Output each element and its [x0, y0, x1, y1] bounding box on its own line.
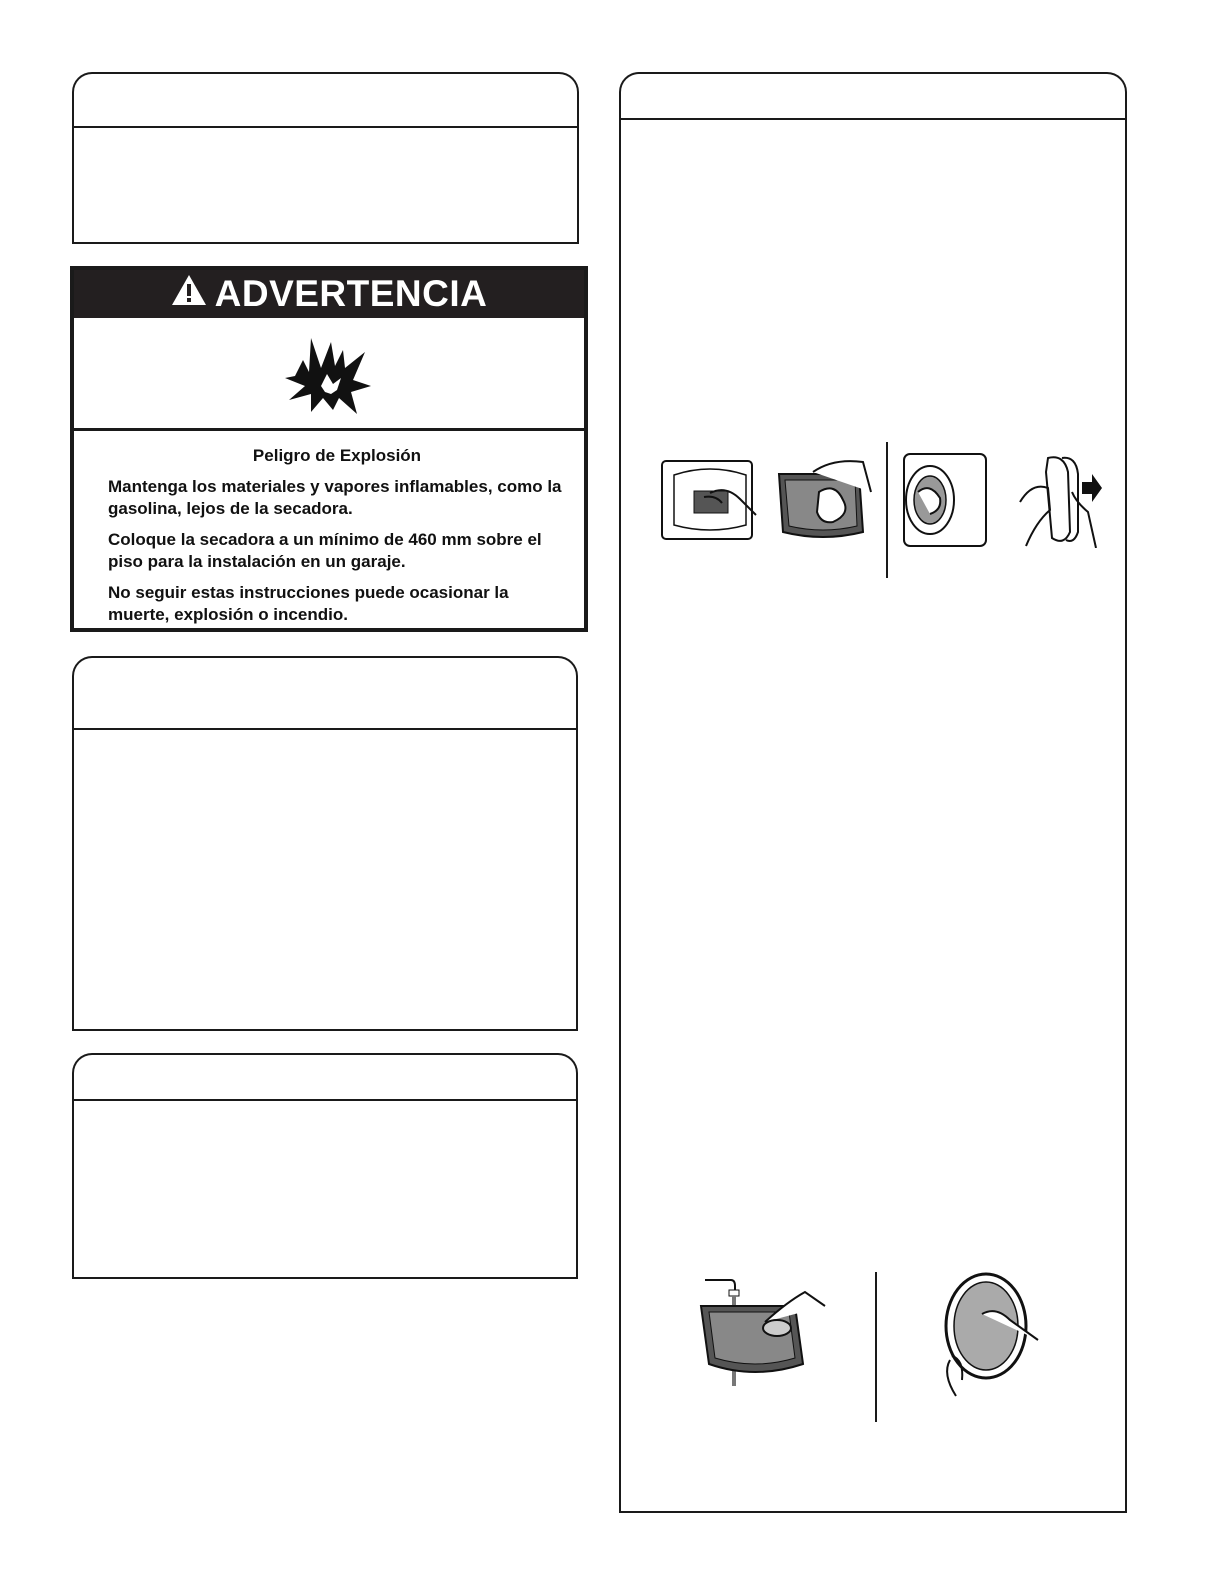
warning-triangle-icon — [171, 273, 207, 315]
lint-screen-removal-illustration — [660, 455, 760, 550]
drum-filter-illustration — [900, 452, 990, 553]
warning-line-2: Coloque la secadora a un mínimo de 460 mm sobre el piso para la instalación en un garaje. — [108, 530, 542, 571]
round-filter-cleaning-illustration — [938, 1270, 1048, 1405]
warning-body — [74, 431, 584, 626]
warning-title: Peligro de Explosión — [252, 446, 422, 465]
section-header-tab-3 — [72, 1053, 578, 1101]
section-box-2 — [72, 728, 578, 1031]
section-header-tab-2 — [72, 656, 578, 730]
warning-header — [74, 270, 584, 318]
warning-line-3: No seguir estas instrucciones puede ocasionar la muerte, explosión o incendio. — [108, 583, 509, 624]
lint-screen-wiping-illustration — [773, 452, 873, 547]
section-header-tab-right — [619, 72, 1127, 120]
warning-line-1: Mantenga los materiales y vapores inflamables, como la gasolina, lejos de la secadora. — [108, 477, 562, 518]
illustration-divider-top — [886, 442, 888, 578]
section-header-tab-1 — [72, 72, 579, 128]
explosion-icon — [281, 328, 377, 418]
warning-header-text: ADVERTENCIA — [214, 273, 488, 314]
section-box-1 — [72, 126, 579, 244]
filter-pull-illustration — [1012, 452, 1102, 553]
warning-box — [70, 266, 588, 632]
lint-screen-washing-illustration — [695, 1272, 830, 1397]
section-box-3 — [72, 1099, 578, 1279]
hazard-icon-row — [74, 318, 584, 431]
illustration-divider-bottom — [875, 1272, 877, 1422]
